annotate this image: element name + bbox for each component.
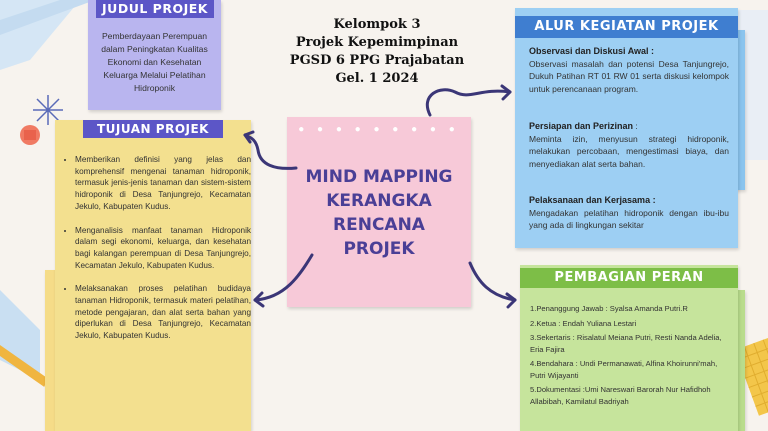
- group-name: Kelompok 3: [333, 17, 421, 32]
- arrow-to-goals-lower: [255, 255, 312, 300]
- activity-step-desc: Meminta izin, menyusun strategi hidroponik, melakukan percobaan, mengestimasi biaya, dan menyediakan alat serta bahan.: [529, 133, 729, 169]
- role-item: 2.Ketua : Endah Yuliana Lestari: [530, 318, 637, 328]
- goal-item: • Melaksanakan proses pelatihan budidaya tanaman Hidroponik, termasuk materi pelatihan, metode pengajaran, dan alat serta bahan yang diperlukan di Desa Tanjungrejo, Kecamatan Jekulo, Kabupaten Kudus.: [75, 283, 251, 342]
- project-title-heading: JUDUL PROJEK: [96, 0, 214, 18]
- central-title-line: RENCANA: [333, 215, 425, 235]
- activity-step-title: Observasi dan Diskusi Awal :: [529, 46, 655, 56]
- central-title-line: PROJEK: [343, 239, 415, 259]
- activity-step-desc: Observasi masalah dan potensi Desa Tanjungrejo, Dukuh Patihan RT 01 RW 01 serta diskusi kelompok untuk perencanaan program.: [529, 58, 729, 94]
- program-name: PGSD 6 PPG Prajabatan: [289, 53, 465, 68]
- central-title-line: KERANGKA: [326, 191, 432, 211]
- central-title-line: MIND MAPPING: [305, 167, 453, 187]
- activity-flow-heading: ALUR KEGIATAN PROJEK: [515, 16, 738, 38]
- paper-holes: ● ● ● ● ● ● ● ● ●: [298, 124, 460, 135]
- activity-step-suffix: :: [633, 121, 638, 131]
- project-type: Projek Kepemimpinan: [295, 35, 459, 50]
- activity-step-title: Pelaksanaan dan Kerjasama :: [529, 195, 656, 205]
- arrow-to-activity-flow: [427, 90, 510, 115]
- activity-step-title: Persiapan dan Perizinan: [529, 121, 634, 131]
- role-item: 5.Dokumentasi :Umi Nareswari Barorah Nur Hafidhoh Allabibah, Kamilatul Badriyah: [530, 385, 711, 406]
- role-item: 3.Sekertaris : Risalatul Meiana Putri, Resti Nanda Adelia, Eria Fajira: [530, 333, 722, 354]
- goal-item: • Memberikan definisi yang jelas dan komprehensif mengenai tanaman hidroponik, termasuk jenis-jenis tanaman dan sistem-sistem hidroponik di Desa Tanjungrejo, Kecamatan Jekulo, Kabupaten Kudus.: [75, 154, 251, 213]
- activity-step-desc: Mengadakan pelatihan hidroponik dengan ibu-ibu yang ada di lingkungan sekitar: [529, 207, 729, 230]
- goals-heading: TUJUAN PROJEK: [83, 120, 223, 138]
- project-title-text: Pemberdayaan Perempuan dalam Peningkatan Kualitas Ekonomi dan Kesehatan Keluarga Melalui Pelatihan Hidroponik: [101, 31, 208, 93]
- roles-heading: PEMBAGIAN PERAN: [520, 268, 738, 288]
- role-item: 4.Bendahara : Undi Permanawati, Alfina Khoirunni'mah, Putri Wijayanti: [530, 359, 718, 380]
- role-item: 1.Penanggung Jawab : Syalsa Amanda Putri.R: [530, 304, 688, 313]
- batch-label: Gel. 1 2024: [335, 71, 419, 86]
- goal-item: • Menganalisis manfaat tanaman Hidroponik dalam segi ekonomi, keluarga, dan kesehatan bagi kalangan perempuan di Desa Tanjungrejo, Kecamatan Jekulo, Kabupaten Kudus.: [75, 225, 251, 272]
- arrow-to-goals: [245, 135, 296, 168]
